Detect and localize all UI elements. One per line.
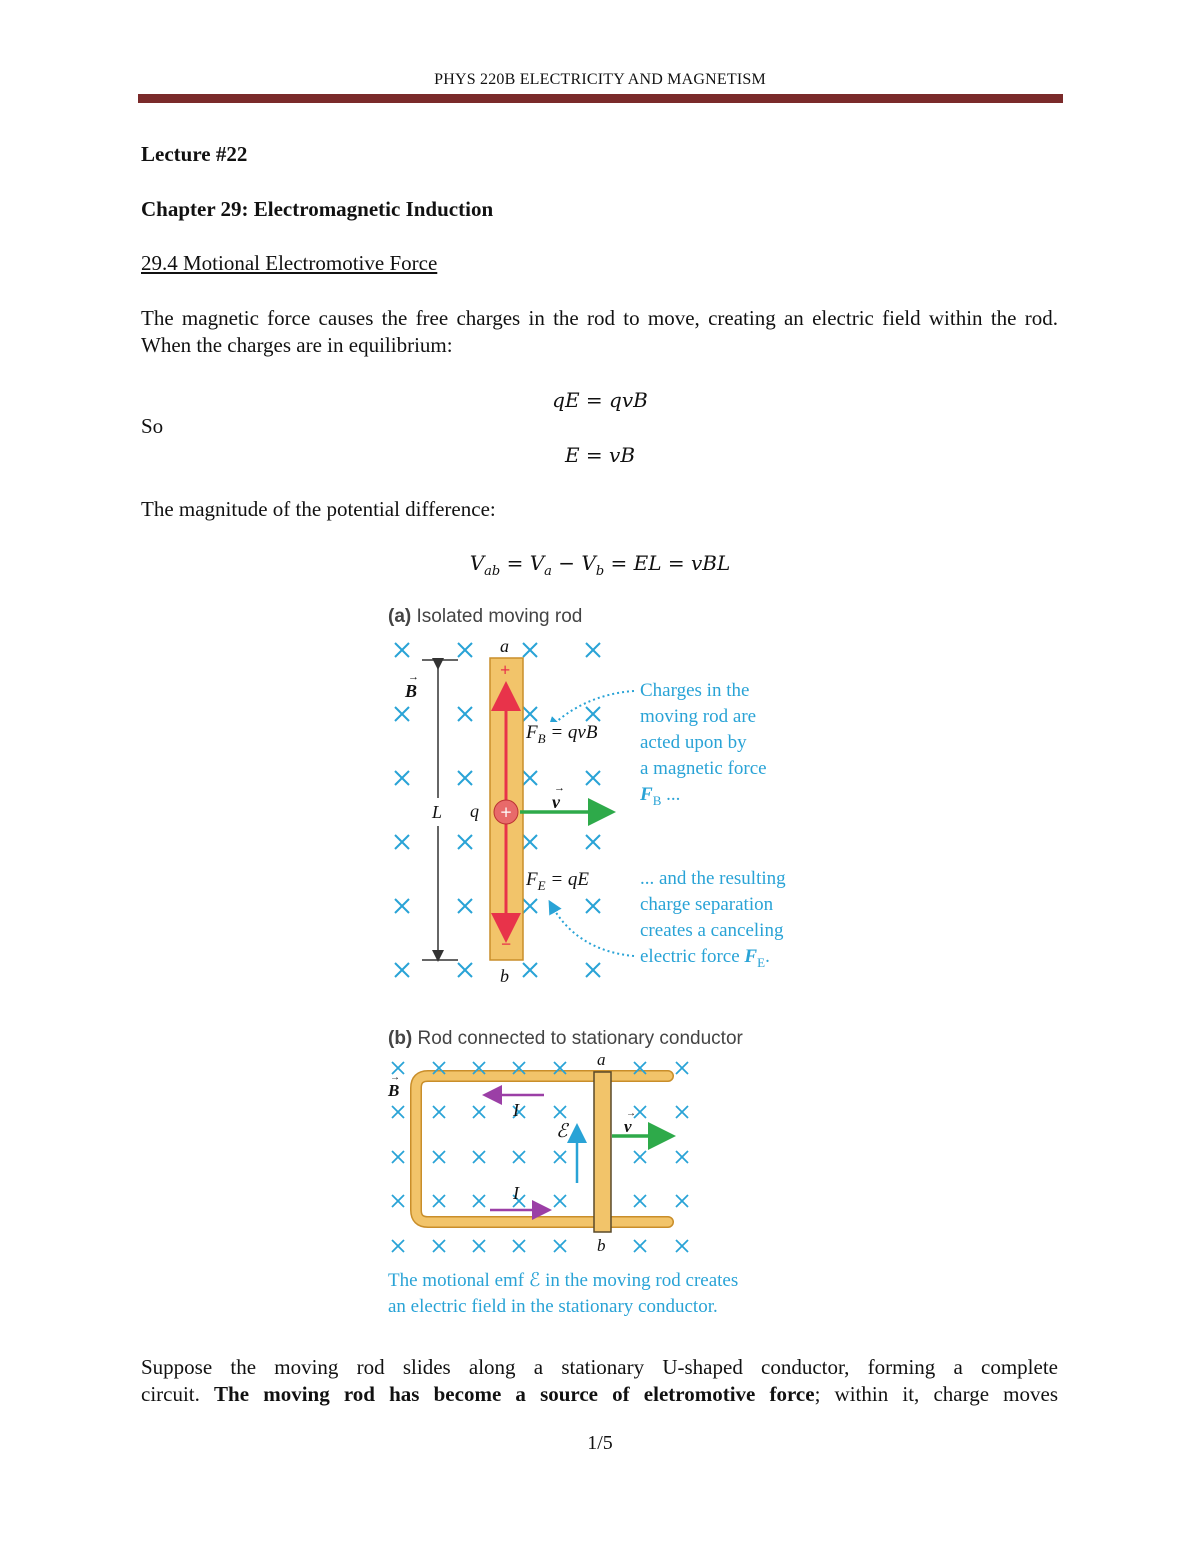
equation-potential-difference: $V_{ab} = V_a - V_b$ = EL = vBL <box>469 551 731 579</box>
electric-force-equation: $F_E$ = qE <box>526 869 589 893</box>
section-title: 29.4 Motional Electromotive Force <box>141 251 438 275</box>
part-b-title: (b) Rod connected to stationary conductor <box>388 1028 743 1049</box>
current-label-bottom: I <box>513 1183 519 1203</box>
so-label: So <box>141 414 164 438</box>
part-a-title: (a) Isolated moving rod <box>388 606 583 627</box>
u-conductor-outline <box>416 1076 668 1222</box>
current-label-top: I <box>513 1100 519 1120</box>
rod-end-a: a <box>500 636 509 656</box>
caption-pointer-top <box>552 691 634 726</box>
length-label: L <box>432 802 443 822</box>
b-field-label-b: → B <box>388 1072 400 1100</box>
lecture-number: Lecture #22 <box>141 142 248 166</box>
caption-magnetic-force: Charges in the moving rod are acted upon by a magnetic force $F_B$ ... <box>640 680 767 808</box>
closing-paragraph-line2: circuit. The moving rod has become a source of eletromotive force; within it, charge moves <box>141 1382 1059 1406</box>
caption-pointer-bottom <box>552 906 634 956</box>
motional-emf-figure <box>380 598 820 1328</box>
u-conductor <box>416 1076 668 1222</box>
rod-end-b: b <box>500 966 509 986</box>
emf-label: ℰ <box>556 1121 568 1142</box>
potential-label: The magnitude of the potential difference: <box>141 497 496 521</box>
plus-sign: + <box>500 660 511 680</box>
page-number: 1/5 <box>587 1432 613 1454</box>
velocity-label-a: → v <box>552 782 565 812</box>
minus-sign: − <box>501 934 512 954</box>
charge-label: q <box>470 801 479 821</box>
caption-electric-force: ... and the resulting charge separation creates a canceling electric force $F_E$. <box>640 868 786 970</box>
magnetic-force-equation: $F_B$ = qvB <box>526 722 598 746</box>
rod-b-end-a: a <box>597 1050 606 1069</box>
caption-motional-emf: The motional emf ℰ in the moving rod creates an electric field in the stationary conductor. <box>388 1270 739 1317</box>
velocity-label-b: → v <box>624 1108 636 1136</box>
closing-paragraph-line1: Suppose the moving rod slides along a stationary U-shaped conductor, forming a complete <box>141 1355 1058 1379</box>
moving-rod-b <box>594 1072 611 1232</box>
equation-force-balance: qE = qvB <box>552 388 648 412</box>
svg-text:+: + <box>499 803 513 821</box>
intro-paragraph: The magnetic force causes the free charges in the rod to move, creating an electric field within the rod. When the charges are in equilibrium: <box>141 306 1058 357</box>
chapter-title: Chapter 29: Electromagnetic Induction <box>141 197 494 221</box>
header-title: PHYS 220B ELECTRICITY AND MAGNETISM <box>434 71 766 88</box>
rod-b-end-b: b <box>597 1236 606 1255</box>
header-divider <box>138 94 1063 103</box>
equation-field: E = vB <box>564 443 636 467</box>
b-field-label-a: → B <box>405 671 419 701</box>
